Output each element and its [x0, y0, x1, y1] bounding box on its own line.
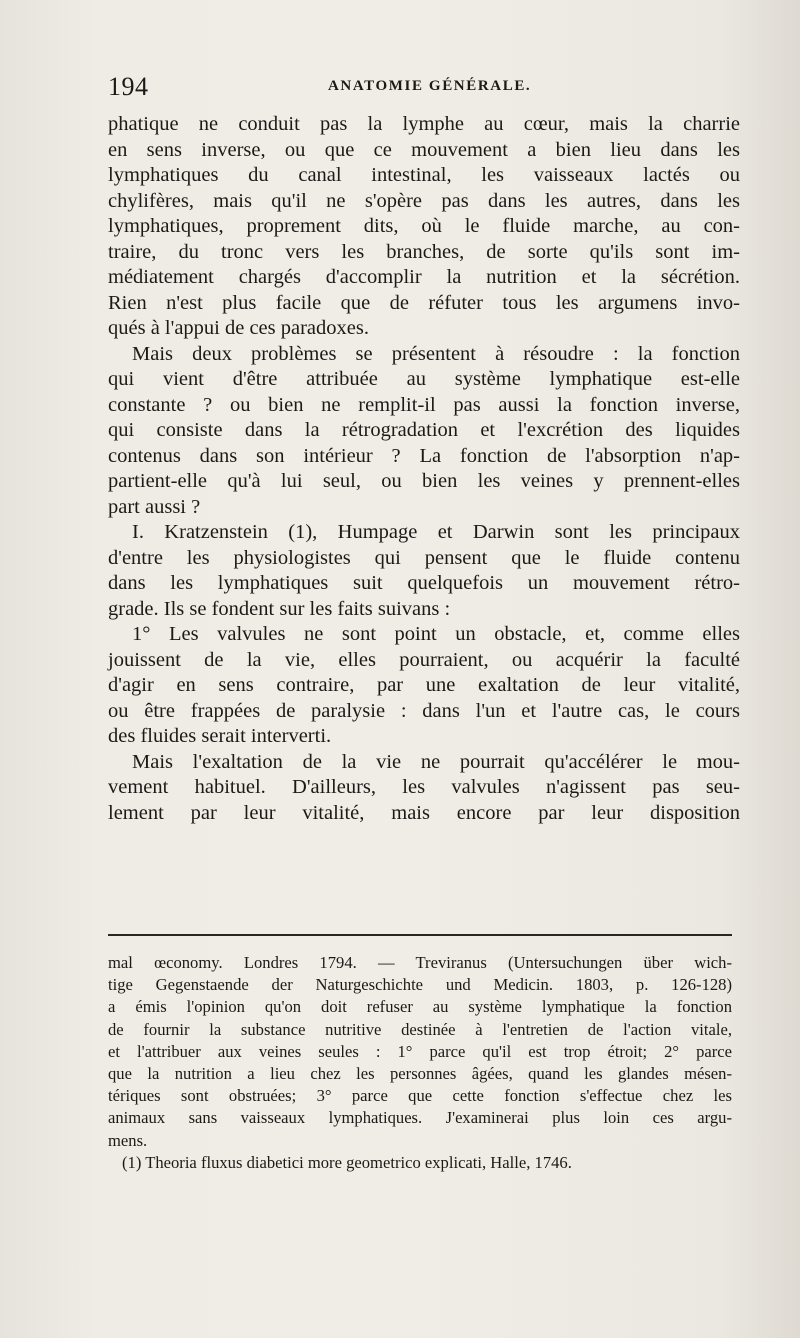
body-line: en sens inverse, ou que ce mouvement a bien lieu dans les — [108, 138, 740, 161]
footnote-line: animaux sans vaisseaux lymphatiques. J'examinerai plus loin ces argu- — [108, 1108, 732, 1128]
body-line: lymphatiques du canal intestinal, les vaisseaux lactés ou — [108, 164, 740, 186]
body-line: part aussi ? — [108, 495, 201, 518]
body-line: qui vient d'être attribuée au système lymphatique est-elle — [108, 368, 740, 390]
body-line: lymphatiques, proprement dits, où le fluide marche, au con- — [108, 215, 740, 237]
footnote-line: que la nutrition a lieu chez les personnes âgées, quand les glandes mésen- — [108, 1063, 732, 1083]
footnote-line: mens. — [108, 1130, 148, 1150]
body-line: grade. Ils se fondent sur les faits suivans : — [108, 597, 451, 620]
body-line: qui consiste dans la rétrogradation et l'excrétion des liquides — [108, 419, 740, 441]
body-line: Rien n'est plus facile que de réfuter tous les argumens invo- — [108, 291, 740, 314]
footnote-line: tige Gegenstaende der Naturgeschichte und Medicin. 1803, p. 126-128) — [108, 975, 732, 995]
page-number: 194 — [108, 72, 149, 101]
body-line: 1° Les valvules ne sont point un obstacle, et, comme elles — [132, 623, 740, 645]
footnote-line: a émis l'opinion qu'on doit refuser au système lymphatique la fonction — [108, 997, 732, 1017]
body-line: médiatement chargés d'accomplir la nutrition et la sécrétion. — [108, 266, 740, 288]
body-line: phatique ne conduit pas la lymphe au cœur, mais la charrie — [108, 113, 740, 135]
footnote-line: (1) Theoria fluxus diabetici more geometrico explicati, Halle, 1746. — [122, 1152, 572, 1172]
footnote-line: de fournir la substance nutritive destinée à l'entretien de l'action vitale, — [108, 1019, 732, 1039]
body-line: contenus dans son intérieur ? La fonction de l'absorption n'ap- — [108, 444, 740, 467]
body-line: jouissent de la vie, elles pourraient, ou acquérir la faculté — [108, 648, 740, 671]
body-line: Mais l'exaltation de la vie ne pourrait qu'accélérer le mou- — [132, 750, 740, 773]
footnote-line: mal œconomy. Londres 1794. — Treviranus (Untersuchungen über wich- — [108, 953, 732, 972]
footnote-line: tériques sont obstruées; 3° parce que cette fonction s'effectue chez les — [108, 1086, 732, 1106]
body-line: constante ? ou bien ne remplit-il pas aussi la fonction inverse, — [108, 393, 740, 416]
body-line: ou être frappées de paralysie : dans l'un et l'autre cas, le cours — [108, 699, 740, 722]
footnote-line: et l'attribuer aux veines seules : 1° parce qu'il est trop étroit; 2° parce — [108, 1041, 732, 1061]
body-line: vement habituel. D'ailleurs, les valvules n'agissent pas seu- — [108, 776, 740, 798]
body-line: lement par leur vitalité, mais encore par leur disposition — [108, 801, 740, 824]
running-head — [108, 72, 740, 102]
body-line: qués à l'appui de ces paradoxes. — [108, 317, 369, 339]
body-line: Mais deux problèmes se présentent à résoudre : la fonction — [132, 342, 740, 365]
body-text — [108, 112, 740, 826]
body-line: d'agir en sens contraire, par une exaltation de leur vitalité, — [108, 674, 740, 696]
footnote-divider — [108, 934, 732, 936]
body-line: dans les lymphatiques suit quelquefois un mouvement rétro- — [108, 572, 740, 594]
body-line: des fluides serait interverti. — [108, 725, 332, 747]
body-line: traire, du tronc vers les branches, de sorte qu'ils sont im- — [108, 240, 740, 263]
body-line: d'entre les physiologistes qui pensent que le fluide contenu — [108, 546, 740, 569]
body-line: chylifères, mais qu'il ne s'opère pas dans les autres, dans les — [108, 189, 740, 212]
footnotes — [108, 952, 732, 1174]
body-line: partient-elle qu'à lui seul, ou bien les veines y prennent-elles — [108, 470, 740, 492]
body-line: I. Kratzenstein (1), Humpage et Darwin sont les principaux — [132, 521, 740, 543]
running-head-title: ANATOMIE GÉNÉRALE. — [328, 78, 532, 94]
